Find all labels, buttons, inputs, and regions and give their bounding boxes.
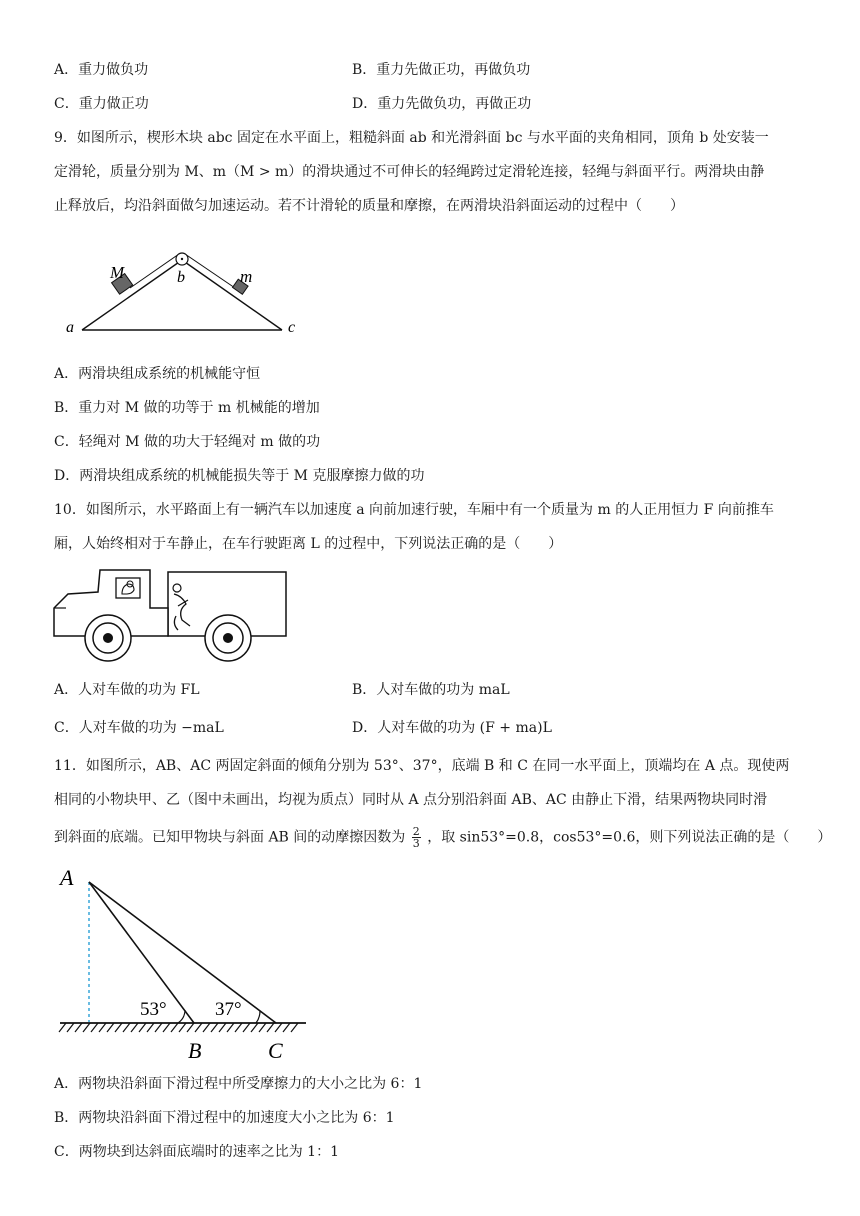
q11-stem-line-1: 11．如图所示，AB、AC 两固定斜面的倾角分别为 53°、37°，底端 B 和 C 在同一水平面上，顶端均在 A 点。现使两 <box>54 758 790 774</box>
q8-option-b: B．重力先做正功，再做负功 <box>352 62 531 78</box>
q11-stem-line-3 <box>54 826 831 849</box>
q11-option-c: C．两物块到达斜面底端时的速率之比为 1：1 <box>54 1144 339 1160</box>
q11-angle-37: 37° <box>215 999 242 1020</box>
ground-hatch-mark <box>99 1023 106 1032</box>
q11-line3-rest: ，取 sin53°=0.8，cos53°=0.6，则下列说法正确的是（ ） <box>427 829 832 846</box>
ground-hatch-mark <box>219 1023 226 1032</box>
q11-slopes-figure <box>54 862 314 1066</box>
ground-hatch-mark <box>67 1023 74 1032</box>
ground-hatch-mark <box>267 1023 274 1032</box>
q10-option-b: B．人对车做的功为 maL <box>352 682 510 698</box>
q11-label-C: C <box>268 1038 283 1063</box>
q8-option-c: C．重力做正功 <box>54 96 149 112</box>
ground-hatch-mark <box>163 1023 170 1032</box>
ground-hatch-mark <box>83 1023 90 1032</box>
ground-hatch-mark <box>259 1023 266 1032</box>
ground-hatch-mark <box>243 1023 250 1032</box>
ground-hatch-mark <box>171 1023 178 1032</box>
ground-hatch-mark <box>187 1023 194 1032</box>
ground-hatch-mark <box>179 1023 186 1032</box>
ground-hatch-mark <box>235 1023 242 1032</box>
ground-hatch-mark <box>291 1023 298 1032</box>
ground-hatch-mark <box>59 1023 66 1032</box>
ground-hatch-mark <box>139 1023 146 1032</box>
q9-label-m: m <box>240 267 253 286</box>
q11-fraction <box>412 826 421 849</box>
ground-hatch-mark <box>75 1023 82 1032</box>
q11-option-a: A．两物块沿斜面下滑过程中所受摩擦力的大小之比为 6：1 <box>54 1076 423 1092</box>
q11-line3-text: 到斜面的底端。已知甲物块与斜面 AB 间的动摩擦因数为 <box>54 829 406 846</box>
ground-hatch-mark <box>155 1023 162 1032</box>
q9-label-a: a <box>66 319 74 336</box>
q10-stem-line-2: 厢，人始终相对于车静止，在车行驶距离 L 的过程中，下列说法正确的是（ ） <box>54 536 563 552</box>
ground-hatch-mark <box>251 1023 258 1032</box>
q8-option-d: D．重力先做负功，再做正功 <box>352 96 532 112</box>
ground-hatch-mark <box>123 1023 130 1032</box>
ground-hatch-mark <box>147 1023 154 1032</box>
q11-fraction-numerator: 2 <box>412 825 420 838</box>
q9-option-c: C．轻绳对 M 做的功大于轻绳对 m 做的功 <box>54 434 321 450</box>
q9-label-b: b <box>177 269 185 286</box>
q9-option-d: D．两滑块组成系统的机械能损失等于 M 克服摩擦力做的功 <box>54 468 425 484</box>
q11-angle-53: 53° <box>140 999 167 1020</box>
q11-label-B: B <box>188 1038 202 1063</box>
ground-hatch-mark <box>195 1023 202 1032</box>
ground-hatch-mark <box>91 1023 98 1032</box>
q11-stem-line-2: 相同的小物块甲、乙（图中未画出，均视为质点）同时从 A 点分别沿斜面 AB、AC 由静止下滑，结果两物块同时滑 <box>54 792 768 808</box>
q10-option-a: A．人对车做的功为 FL <box>54 682 200 698</box>
q9-wedge-figure <box>60 240 310 340</box>
q10-truck-figure <box>52 566 292 670</box>
q9-label-c: c <box>288 319 296 336</box>
q9-option-b: B．重力对 M 做的功等于 m 机械能的增加 <box>54 400 320 416</box>
q9-option-a: A．两滑块组成系统的机械能守恒 <box>54 366 261 382</box>
ground-hatch-mark <box>131 1023 138 1032</box>
ground-hatch-mark <box>203 1023 210 1032</box>
q9-label-M: M <box>110 263 125 282</box>
q9-stem-line-3: 止释放后，均沿斜面做匀加速运动。若不计滑轮的质量和摩擦，在两滑块沿斜面运动的过程中（ ） <box>54 198 684 214</box>
q8-option-a: A．重力做负功 <box>54 62 149 78</box>
ground-hatch-mark <box>211 1023 218 1032</box>
ground-hatch-mark <box>227 1023 234 1032</box>
ground-hatch-mark <box>275 1023 282 1032</box>
ground-hatch-mark <box>283 1023 290 1032</box>
q11-label-A: A <box>60 865 74 890</box>
ground-hatch-mark <box>115 1023 122 1032</box>
q11-fraction-denominator: 3 <box>412 837 420 850</box>
q10-stem-line-1: 10．如图所示，水平路面上有一辆汽车以加速度 a 向前加速行驶，车厢中有一个质量为 m 的人正用恒力 F 向前推车 <box>54 502 774 518</box>
q10-option-c: C．人对车做的功为 −maL <box>54 720 224 736</box>
q10-option-d: D．人对车做的功为 (F + ma)L <box>352 720 552 736</box>
ground-hatch-mark <box>107 1023 114 1032</box>
q9-stem-line-2: 定滑轮，质量分别为 M、m（M > m）的滑块通过不可伸长的轻绳跨过定滑轮连接，轻绳与斜面平行。两滑块由静 <box>54 164 765 180</box>
q11-option-b: B．两物块沿斜面下滑过程中的加速度大小之比为 6：1 <box>54 1110 395 1126</box>
q9-stem-line-1: 9．如图所示，楔形木块 abc 固定在水平面上，粗糙斜面 ab 和光滑斜面 bc 与水平面的夹角相同，顶角 b 处安装一 <box>54 130 769 146</box>
